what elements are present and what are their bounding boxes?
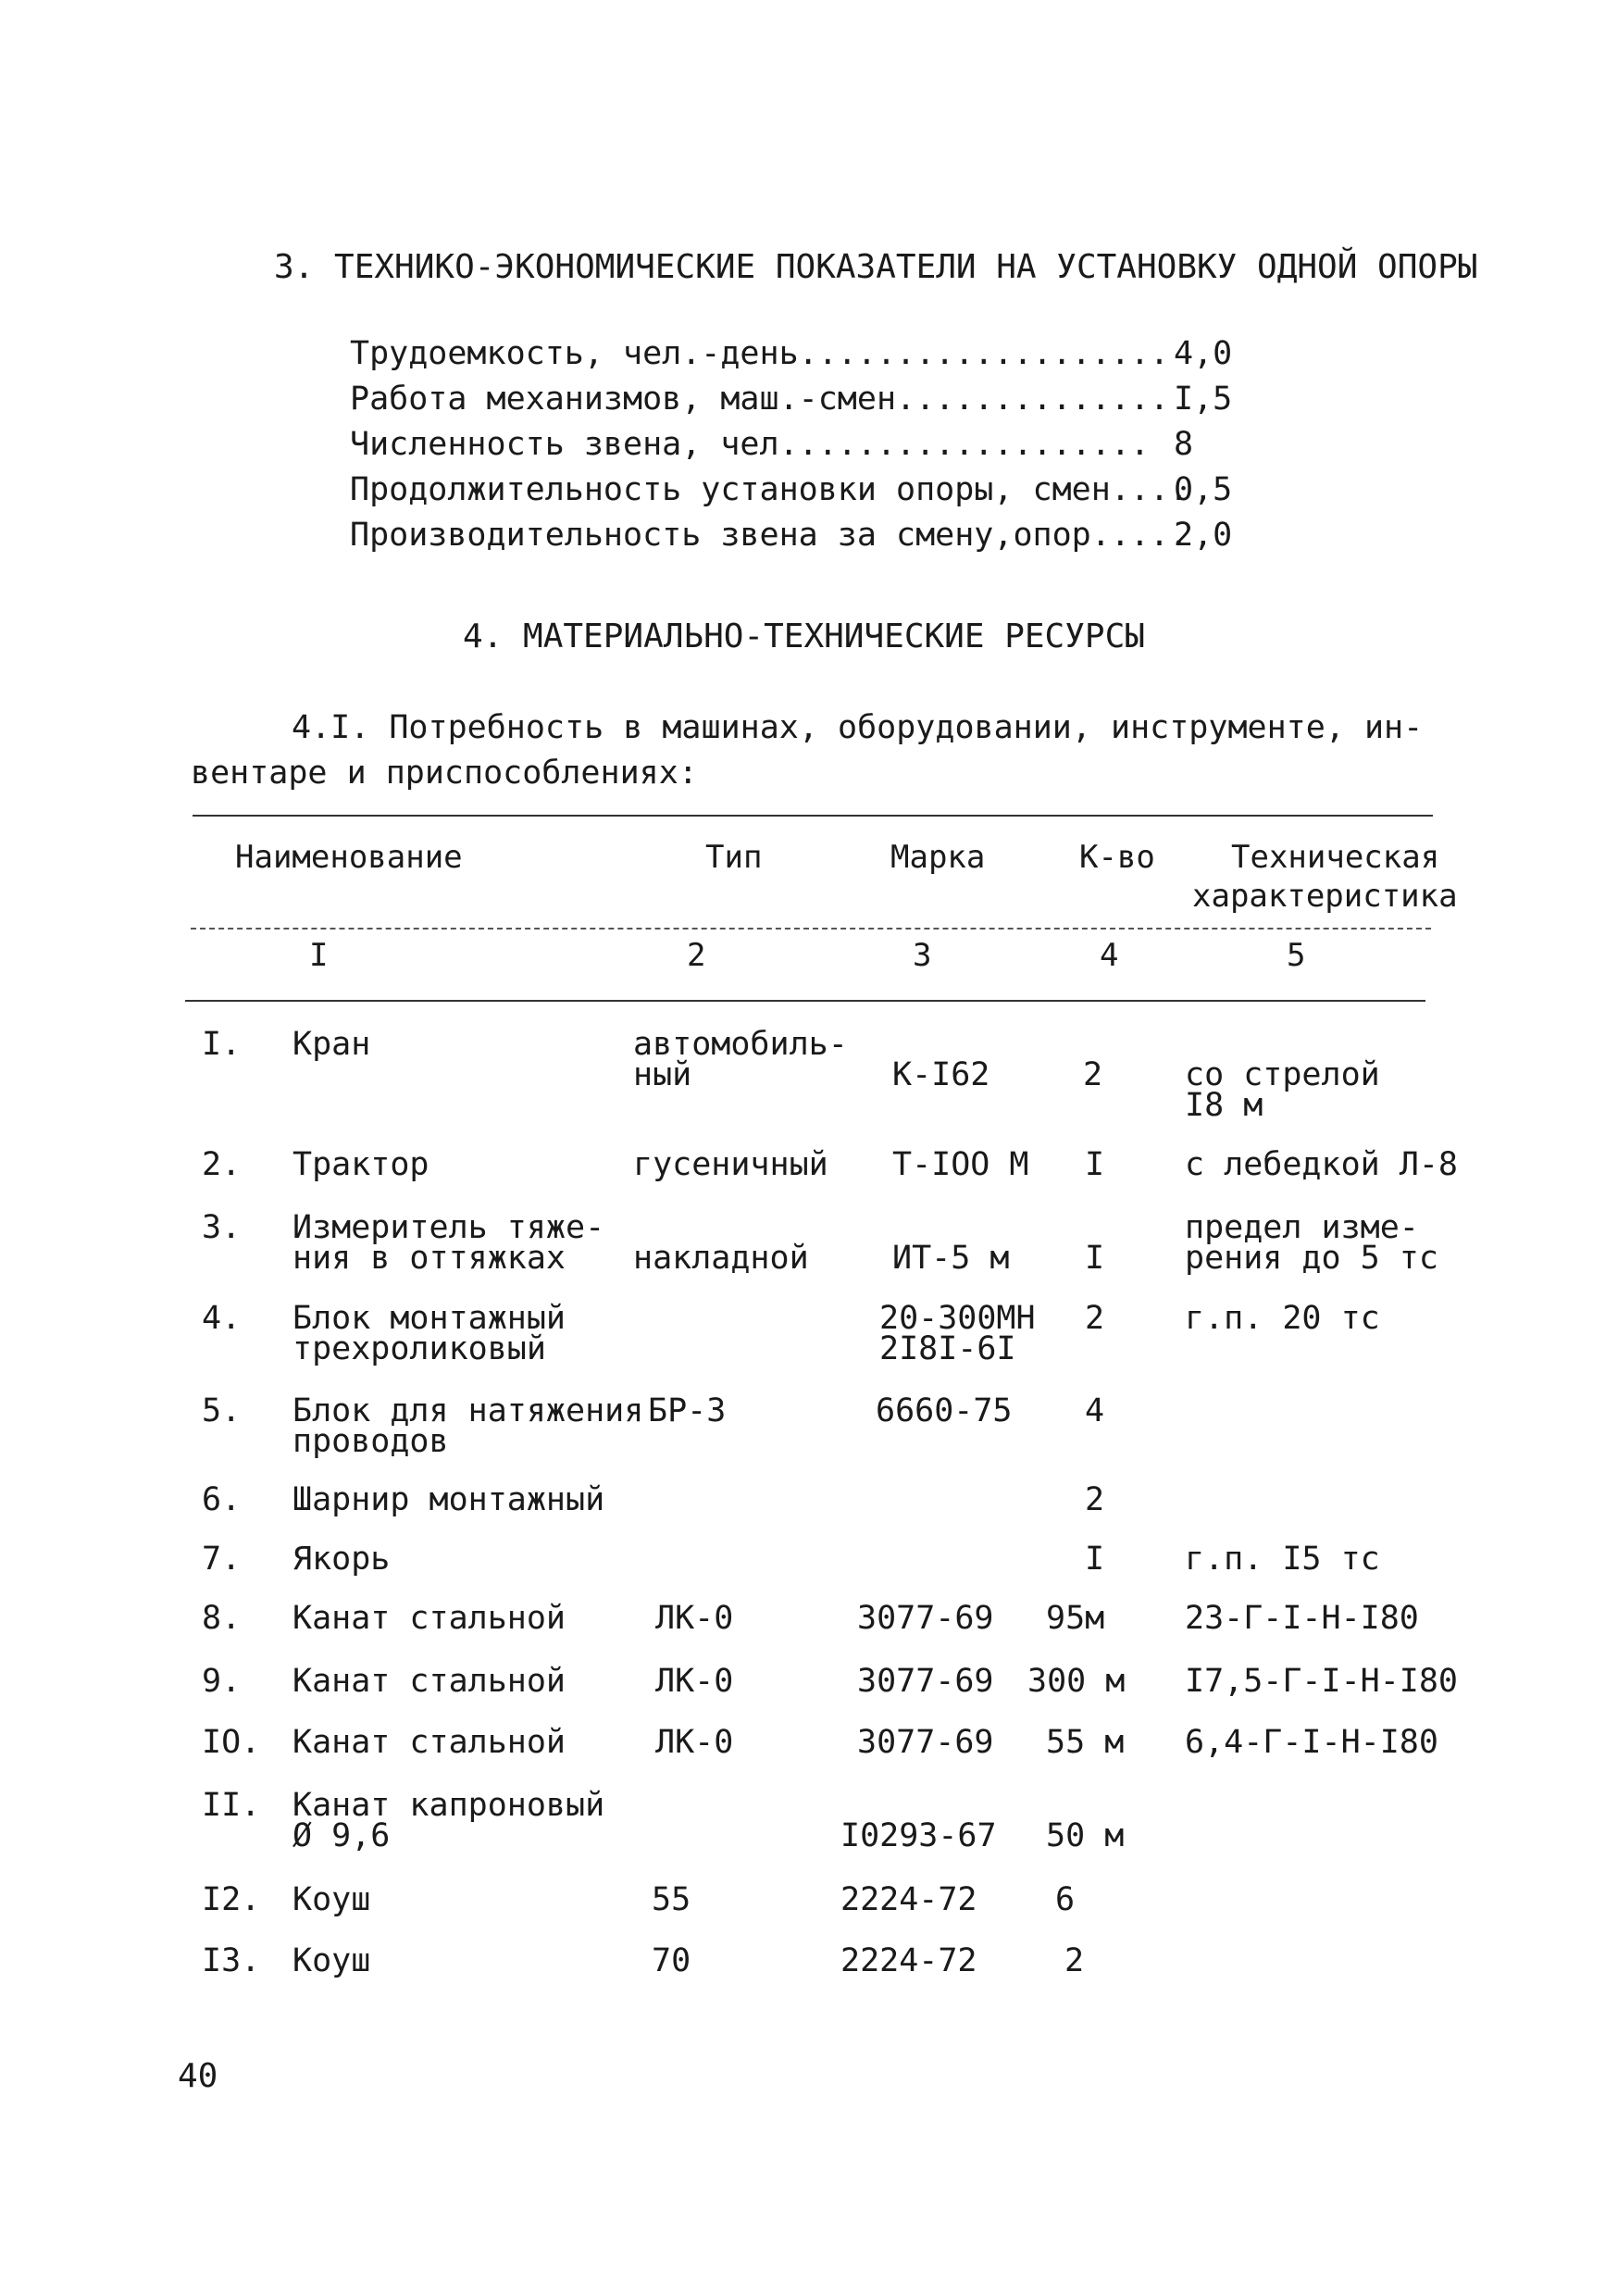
cell-name: Измеритель тяже- [292,1209,605,1246]
indicator-label: Трудоемкость, чел.-день................... [350,335,1170,372]
cell-name: ния в оттяжках [292,1240,566,1277]
cell-name: Ø 9,6 [292,1817,391,1854]
cell-brand: 3077-69 [857,1663,994,1700]
col-number-4: 4 [1100,937,1119,974]
indicator-value: 2,0 [1174,517,1233,554]
indicator-row [350,517,1238,554]
cell-name: Блок монтажный [292,1300,566,1337]
cell-type: ЛК-0 [655,1724,734,1761]
col-number-3: 3 [913,937,932,974]
cell-type: гусеничный [633,1146,828,1183]
indicator-row [350,381,1238,418]
row-number: I2. [202,1881,261,1918]
indicator-row [350,471,1238,508]
header-type: Тип [705,839,763,876]
col-number-2: 2 [687,937,706,974]
cell-name: Шарнир монтажный [292,1481,605,1518]
cell-brand: 2I8I-6I [879,1330,1016,1367]
indicator-leader-dots: ................... [778,426,1150,463]
indicator-row [350,426,1238,463]
cell-qty: 2 [1083,1056,1103,1093]
cell-tech: с лебедкой Л-8 [1185,1146,1459,1183]
cell-tech: со стрелой [1185,1056,1380,1093]
page-number: 40 [178,2057,218,2095]
cell-name: трехроликовый [292,1330,546,1367]
row-number: 2. [202,1146,242,1183]
cell-qty: 55 м [1046,1724,1125,1761]
cell-tech: г.п. 20 тс [1185,1300,1380,1337]
section-4-title: 4. МАТЕРИАЛЬНО-ТЕХНИЧЕСКИЕ РЕСУРСЫ [463,618,1145,655]
row-number: 6. [202,1481,242,1518]
indicator-leader-dots: .... [1110,471,1189,508]
indicator-row [350,335,1238,372]
row-number: 9. [202,1663,242,1700]
table-top-rule [193,815,1433,817]
numbers-bottom-rule [185,1000,1425,1002]
row-number: I3. [202,1942,261,1979]
cell-qty: 2 [1085,1300,1105,1337]
cell-name: проводов [292,1423,449,1460]
col-number-1: I [309,937,329,974]
row-number: 4. [202,1300,242,1337]
cell-type: ЛК-0 [655,1600,734,1637]
cell-type: автомобиль- [633,1026,848,1063]
row-number: I. [202,1026,242,1063]
cell-type: БР-3 [648,1392,727,1429]
cell-brand: 20-300МН [879,1300,1036,1337]
col-number-5: 5 [1287,937,1306,974]
cell-qty: 50 м [1046,1817,1125,1854]
cell-qty: 300 м [1027,1663,1126,1700]
cell-brand: 6660-75 [876,1392,1013,1429]
cell-brand: 3077-69 [857,1724,994,1761]
cell-brand: 2224-72 [840,1881,977,1918]
indicator-label: Работа механизмов, маш.-смен.............. [350,381,1170,418]
header-brand: Марка [890,839,986,876]
indicator-value: 8 [1174,426,1194,463]
cell-name: Канат капроновый [292,1787,605,1824]
cell-type: 70 [652,1942,691,1979]
indicator-label: Продолжительность установки опоры, смен.... [350,471,1189,508]
row-number: 7. [202,1541,242,1578]
cell-tech: 23-Г-I-Н-I80 [1185,1600,1419,1637]
indicator-value: I,5 [1174,381,1233,418]
header-name: Наименование [235,839,463,876]
header-qty: К-во [1079,839,1155,876]
cell-type: ЛК-0 [655,1663,734,1700]
cell-tech: I8 м [1185,1087,1263,1124]
row-number: 8. [202,1600,242,1637]
section-3-title: 3. ТЕХНИКО-ЭКОНОМИЧЕСКИЕ ПОКАЗАТЕЛИ НА УСТАНОВКУ ОДНОЙ ОПОРЫ [274,248,1478,286]
cell-name: Канат стальной [292,1663,566,1700]
cell-brand: К-I62 [892,1056,990,1093]
cell-brand: ИТ-5 м [892,1240,1010,1277]
cell-name: Коуш [292,1942,371,1979]
cell-name: Трактор [292,1146,429,1183]
indicator-leader-dots: ................... [798,335,1170,372]
cell-type: накладной [633,1240,809,1277]
cell-qty: I [1085,1541,1105,1578]
indicator-leader-dots: ..... [1090,517,1189,554]
cell-brand: 3077-69 [857,1600,994,1637]
cell-tech: г.п. I5 тс [1185,1541,1380,1578]
cell-qty: 2 [1064,1942,1085,1979]
cell-tech: I7,5-Г-I-Н-I80 [1185,1663,1459,1700]
cell-tech: рения до 5 тс [1185,1240,1438,1277]
cell-brand: I0293-67 [840,1817,997,1854]
row-number: 3. [202,1209,242,1246]
indicator-value: 0,5 [1174,471,1233,508]
header-tech-line-1: Техническая [1231,839,1440,876]
row-number: 5. [202,1392,242,1429]
cell-type: ный [633,1056,692,1093]
cell-name: Канат стальной [292,1724,566,1761]
cell-type: 55 [652,1881,691,1918]
row-number: IO. [202,1724,261,1761]
cell-qty: I [1085,1240,1105,1277]
cell-tech: предел изме- [1185,1209,1419,1246]
cell-qty: I [1085,1146,1105,1183]
cell-brand: Т-IOO М [892,1146,1029,1183]
cell-qty: 2 [1085,1481,1105,1518]
indicator-label: Производительность звена за смену,опор..... [350,517,1189,554]
paragraph-line-2: вентаре и приспособлениях: [191,755,698,792]
indicator-value: 4,0 [1174,335,1233,372]
cell-qty: 4 [1085,1392,1105,1429]
cell-qty: 6 [1055,1881,1076,1918]
row-number: II. [202,1787,261,1824]
cell-name: Канат стальной [292,1600,566,1637]
cell-name: Коуш [292,1881,371,1918]
header-tech-line-2: характеристика [1192,878,1458,915]
cell-name: Блок для натяжения [292,1392,644,1429]
cell-brand: 2224-72 [840,1942,977,1979]
cell-name: Кран [292,1026,371,1063]
paragraph-line-1: 4.I. Потребность в машинах, оборудовании, инструменте, ин- [292,709,1424,746]
cell-name: Якорь [292,1541,391,1578]
cell-tech: 6,4-Г-I-Н-I80 [1185,1724,1438,1761]
cell-qty: 95м [1046,1600,1105,1637]
indicator-leader-dots: .............. [896,381,1170,418]
header-bottom-rule [191,928,1431,930]
indicator-label: Численность звена, чел................... [350,426,1150,463]
